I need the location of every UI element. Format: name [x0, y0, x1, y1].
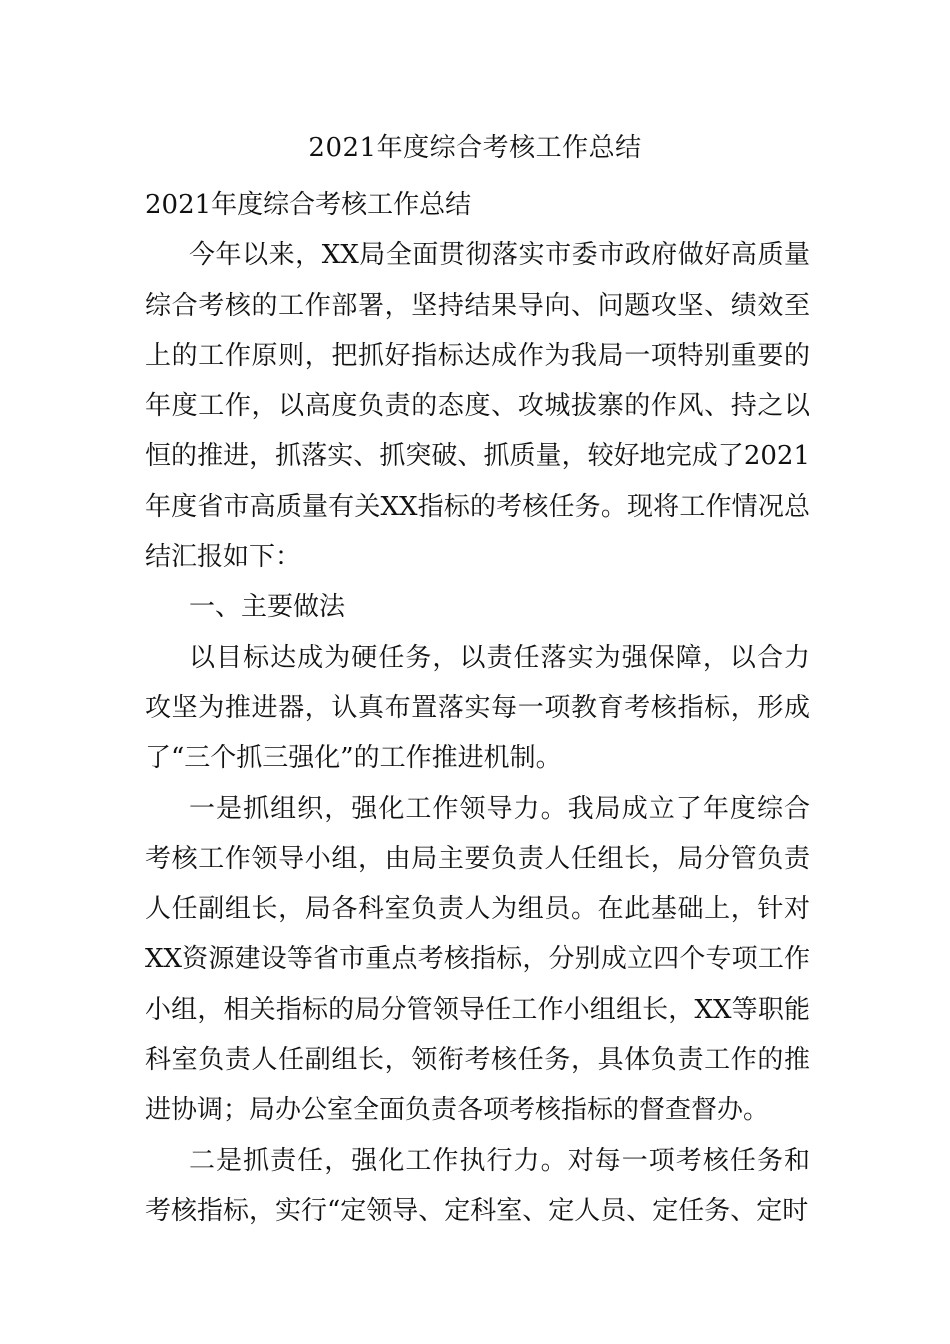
document-title: 2021年度综合考核工作总结	[308, 133, 642, 163]
paragraph-organization: 一是抓组织，强化工作领导力。我局成立了年度综合考核工作领导小组，由局主要负责人任组长，局分管负责人任副组长，局各科室负责人为组员。在此基础上，针对XX资源建设等省市重点考核指标，分别成立四个专项工作小组，相关指标的局分管领导任工作小组组长，XX等职能科室负责人任副组长，领衔考核任务，具体负责工作的推进协调；局办公室全面负责各项考核指标的督查督办。	[145, 793, 810, 1126]
paragraph-mechanism: 以目标达成为硬任务，以责任落实为强保障，以合力攻坚为推进器，认真布置落实每一项教育考核指标，形成了“三个抓三强化”的工作推进机制。	[145, 642, 810, 774]
section-heading-main-practices: 一、主要做法	[189, 592, 346, 623]
document-subtitle: 2021年度综合考核工作总结	[145, 190, 472, 220]
paragraph-intro: 今年以来，XX局全面贯彻落实市委市政府做好高质量综合考核的工作部署，坚持结果导向、问题攻坚、绩效至上的工作原则，把抓好指标达成作为我局一项特别重要的年度工作，以高度负责的态度、攻城拔寨的作风、持之以恒的推进，抓落实、抓突破、抓质量，较好地完成了2021年度省市高质量有关XX指标的考核任务。现将工作情况总结汇报如下：	[145, 240, 810, 573]
document-body	[145, 180, 810, 1236]
paragraph-responsibility: 二是抓责任，强化工作执行力。对每一项考核任务和考核指标，实行“定领导、定科室、定人员、定任务、定时	[145, 1145, 810, 1226]
